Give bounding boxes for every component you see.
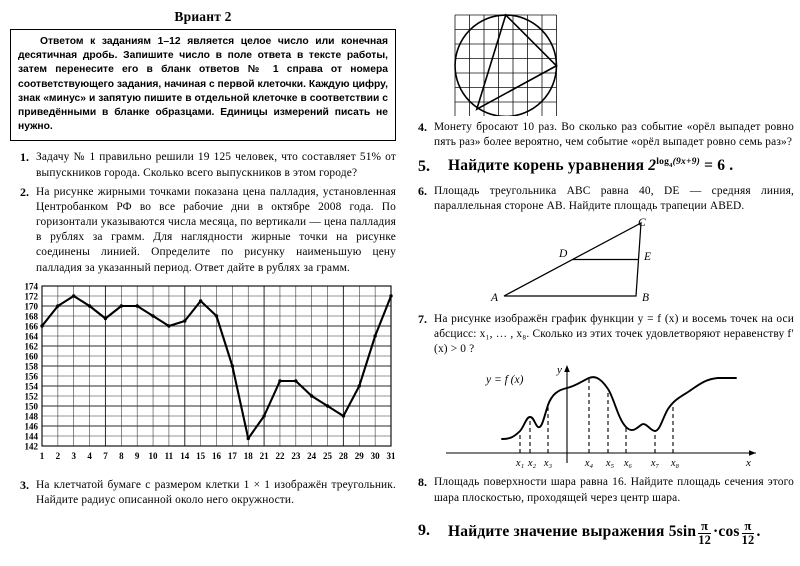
chart-data-point xyxy=(104,316,107,319)
label-x2: x₂ xyxy=(527,458,537,470)
task-1-text: Задачу № 1 правильно решили 19 125 человек, что составляет 51% от выпускников города. Сколько всего выпускников в этом городе? xyxy=(36,151,396,179)
chart-y-tick-label: 154 xyxy=(24,381,38,392)
chart-data-point xyxy=(294,379,297,382)
chart-x-tick-label: 22 xyxy=(275,450,285,461)
task-5-number: 5. xyxy=(418,158,430,176)
chart-x-tick-label: 30 xyxy=(370,450,380,461)
task-2-text: На рисунке жирными точками показана цена палладия, установленная Центробанком РФ во все рабочие дни в октябре 2008 года. По горизонтали указываются числа месяца, по вертикали — цена палладия в рублях за грамм. Для наглядности жирные точки на рисунке соединены линией. Определите по рисунку наименьшую цену палладия за указанный период. Ответ дайте в рублях за грамм. xyxy=(36,185,396,274)
label-x6: x₆ xyxy=(623,458,633,470)
task-9-text xyxy=(434,520,794,547)
chart-y-tick-label: 170 xyxy=(24,301,38,312)
chart-x-tick-label: 18 xyxy=(243,450,253,461)
chart-data-point xyxy=(199,299,202,302)
triangle-abc-figure xyxy=(408,218,794,310)
chart-x-tick-label: 15 xyxy=(196,450,206,461)
circumscribed-circle xyxy=(455,15,556,116)
chart-x-tick-label: 21 xyxy=(259,450,269,461)
palladium-chart-svg xyxy=(10,280,396,476)
chart-data-point xyxy=(358,384,361,387)
task-8 xyxy=(408,475,794,505)
grid-circle-triangle-svg xyxy=(430,8,620,116)
task-4 xyxy=(408,120,794,150)
task-9-prefix: Найдите значение выражения xyxy=(448,522,665,540)
chart-x-tick-label: 10 xyxy=(148,450,158,461)
chart-x-tick-label: 4 xyxy=(87,450,92,461)
chart-data-point xyxy=(278,379,281,382)
chart-y-tick-label: 144 xyxy=(24,431,38,442)
expr-den2: 12 xyxy=(741,532,755,547)
chart-x-tick-label: 3 xyxy=(71,450,76,461)
chart-data-point xyxy=(135,304,138,307)
expr-end: . xyxy=(756,522,761,540)
chart-y-tick-label: 142 xyxy=(24,441,38,452)
chart-data-point xyxy=(56,304,59,307)
chart-y-tick-label: 150 xyxy=(24,401,38,412)
task-7 xyxy=(408,312,794,357)
eq-rhs: = 6 . xyxy=(704,157,734,175)
chart-y-tick-label: 146 xyxy=(24,421,38,432)
x-axis-label: x xyxy=(746,457,751,470)
eq-base: 2 xyxy=(648,157,657,175)
task-8-number: 8. xyxy=(418,475,427,490)
function-graph-svg xyxy=(436,361,766,473)
chart-data-point xyxy=(326,404,329,407)
label-x1: x₁ xyxy=(515,458,525,470)
chart-data-point xyxy=(167,324,170,327)
chart-data-point xyxy=(342,414,345,417)
label-x5: x₅ xyxy=(605,458,615,470)
task-3 xyxy=(10,478,396,508)
task-8-text: Площадь поверхности шара равна 16. Найдите площадь сечения этого шара плоскостью, проходящей через центр шара. xyxy=(434,476,794,504)
eq-exp-arg: (9x+9) xyxy=(672,156,701,168)
left-column xyxy=(10,6,396,562)
palladium-price-chart xyxy=(10,280,396,476)
chart-y-tick-label: 172 xyxy=(24,291,38,302)
chart-data-point xyxy=(120,304,123,307)
label-x7: x₇ xyxy=(650,458,660,470)
chart-x-tick-label: 2 xyxy=(55,450,61,461)
right-column xyxy=(408,6,794,562)
grid-circle-triangle-figure xyxy=(408,8,794,116)
label-x3: x₃ xyxy=(543,458,553,470)
chart-data-point xyxy=(72,294,75,297)
expr-coeff: 5 xyxy=(668,522,677,540)
eq-exp-sub: 4 xyxy=(669,162,673,170)
expr-num1: π xyxy=(701,518,709,533)
expr-num2: π xyxy=(744,518,752,533)
chart-data-point xyxy=(262,414,265,417)
task-6-number: 6. xyxy=(418,183,427,198)
chart-x-tick-label: 17 xyxy=(227,450,237,461)
point-droplines xyxy=(520,378,673,453)
chart-x-tick-label: 16 xyxy=(212,450,221,461)
label-b: B xyxy=(642,291,650,304)
triangle-abc-svg xyxy=(486,218,716,310)
chart-data-point xyxy=(247,436,250,439)
task-2-number: 2. xyxy=(20,184,29,199)
chart-y-tick-label: 152 xyxy=(24,391,38,402)
function-curve xyxy=(502,377,736,439)
chart-data-point xyxy=(389,294,392,297)
expr-fn2: cos xyxy=(718,522,740,540)
eq-exp-fn: log xyxy=(656,156,670,168)
chart-data-point xyxy=(88,304,91,307)
tasks-right xyxy=(408,120,794,547)
expr-den1: 12 xyxy=(698,532,711,547)
chart-data-point xyxy=(40,324,43,327)
chart-x-tick-label: 23 xyxy=(291,450,301,461)
task-3-text: На клетчатой бумаге с размером клетки 1 × 1 изображён треугольник. Найдите радиус описанной около него окружности. xyxy=(36,478,396,506)
chart-x-tick-label: 9 xyxy=(134,450,140,461)
label-d: D xyxy=(559,247,568,260)
y-axis-label: y xyxy=(557,364,562,377)
instructions-box: Ответом к заданиям 1–12 является целое число или конечная десятичная дробь. Запишите число в поле ответа в тексте работы, затем перенесите его в бланк ответов № 1 справа от номера соответствующего задания, начиная с первой клеточки. Каждую цифру, знак «минус» и запятую пишите в отдельной клеточке в соответствии с приведёнными в бланке образцами. Единицы измерений писать не нужно. xyxy=(10,29,396,141)
chart-x-tick-label: 29 xyxy=(354,450,364,461)
chart-data-point xyxy=(151,314,154,317)
chart-x-tick-label: 14 xyxy=(180,450,190,461)
label-a: A xyxy=(491,291,499,304)
chart-y-tick-label: 160 xyxy=(24,351,38,362)
expr-fn1: sin xyxy=(676,522,697,540)
task-6-text: Площадь треугольника ABC равна 40, DE — средняя линия, параллельная стороне AB. Найдите площадь трапеции ABED. xyxy=(434,184,794,212)
task-3-number: 3. xyxy=(20,477,29,492)
expr-dot: · xyxy=(713,522,719,540)
task-5-text xyxy=(434,156,794,177)
task-7-text: На рисунке изображён график функции y = f (x) и восемь точек на оси абсцисс: x₁, … , x₈. Сколько из этих точек удовлетворяют неравенству f′(x) > 0 ? xyxy=(434,312,794,356)
curve-label: y = f (x) xyxy=(486,374,524,387)
chart-x-tick-label: 7 xyxy=(103,450,108,461)
chart-x-tick-label: 24 xyxy=(307,450,317,461)
chart-y-tick-label: 158 xyxy=(24,361,38,372)
task-9 xyxy=(408,520,794,547)
chart-x-tick-label: 8 xyxy=(119,450,124,461)
task-9-number: 9. xyxy=(418,521,430,539)
chart-data-point xyxy=(373,334,376,337)
tasks-left xyxy=(10,150,396,508)
chart-x-tick-label: 25 xyxy=(323,450,333,461)
chart-y-tick-label: 162 xyxy=(24,341,38,352)
task-1 xyxy=(10,150,396,180)
x-axis-arrow xyxy=(749,451,756,457)
chart-y-tick-label: 166 xyxy=(24,321,38,332)
task-2 xyxy=(10,185,396,276)
chart-x-tick-label: 11 xyxy=(164,450,174,461)
chart-x-tick-label: 1 xyxy=(39,450,45,461)
task-5 xyxy=(408,156,794,177)
x-point-labels xyxy=(515,458,680,469)
label-c: C xyxy=(638,217,646,229)
task-4-number: 4. xyxy=(418,120,427,134)
task-6 xyxy=(408,184,794,214)
chart-y-tick-label: 174 xyxy=(24,281,38,292)
y-axis-arrow xyxy=(564,365,570,372)
chart-y-tick-label: 148 xyxy=(24,411,38,422)
page-title: Вриант 2 xyxy=(174,9,232,24)
chart-y-tick-label: 164 xyxy=(24,331,38,342)
chart-data-point xyxy=(183,319,186,322)
task-5-prefix: Найдите корень уравнения xyxy=(448,157,645,175)
task-4-text: Монету бросают 10 раз. Во сколько раз событие «орёл выпадет ровно пять раз» более вероятно, чем событие «орёл выпадет ровно семь раз»? xyxy=(434,121,794,149)
task-5-equation xyxy=(648,157,733,174)
chart-x-tick-label: 31 xyxy=(386,450,396,461)
task-9-expression xyxy=(668,518,761,547)
label-x4: x₄ xyxy=(584,458,594,470)
chart-x-tick-label: 28 xyxy=(338,450,348,461)
label-e: E xyxy=(644,250,652,263)
task-1-number: 1. xyxy=(20,150,29,165)
chart-data-point xyxy=(231,364,234,367)
chart-data-point xyxy=(215,314,218,317)
chart-data-point xyxy=(310,394,313,397)
label-x8: x₈ xyxy=(670,458,680,470)
task-7-number: 7. xyxy=(418,311,427,326)
chart-y-tick-label: 156 xyxy=(24,371,38,382)
function-graph-figure xyxy=(408,361,794,473)
chart-y-tick-label: 168 xyxy=(24,311,38,322)
